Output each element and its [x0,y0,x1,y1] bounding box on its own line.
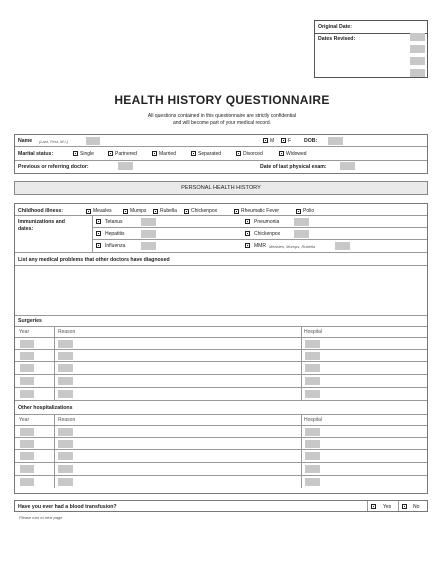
immun-chickenpox-checkbox[interactable] [245,231,250,236]
surgery-year-5[interactable] [20,390,34,398]
immun-pneumonia-date[interactable] [294,218,309,226]
problems-label: List any medical problems that other doctors have diagnosed [18,257,170,263]
childhood-chickenpox-checkbox[interactable] [184,209,189,214]
prev-doctor-label: Previous or referring doctor: [18,164,89,170]
sex-m-label: M [270,138,275,144]
transfusion-yes-checkbox[interactable] [371,504,376,509]
hosp-reason-1[interactable] [58,428,73,436]
sex-f-label: F [288,138,292,144]
childhood-mumps-label: Mumps [130,208,147,214]
hosp-col-hospital: Hospital [304,417,323,423]
childhood-polio-checkbox[interactable] [296,209,301,214]
immun-mmr-label: MMR [254,243,266,249]
surgeries-col-reason: Reason [58,329,76,335]
surgery-year-1[interactable] [20,340,34,348]
revised-date-field-3[interactable] [410,57,425,65]
immun-pneumonia-checkbox[interactable] [245,219,250,224]
prev-doctor-field[interactable] [118,162,133,170]
hosp-col-reason: Reason [58,417,76,423]
immun-influenza-date[interactable] [141,242,156,250]
hospitalizations-title: Other hospitalizations [18,405,73,411]
surgeries-title: Surgeries [18,318,42,324]
sex-m-checkbox[interactable] [263,138,268,143]
marital-divorced-label: Divorced [243,151,263,157]
transfusion-row [14,500,428,512]
hosp-col-year: Year [19,417,30,423]
name-label: Name [18,138,33,144]
dob-field[interactable] [328,137,343,145]
hosp-year-4[interactable] [20,465,34,473]
immun-influenza-checkbox[interactable] [96,243,101,248]
last-exam-field[interactable] [340,162,355,170]
last-exam-label: Date of last physical exam: [260,164,327,170]
marital-married-label: Married [159,151,176,157]
dob-label: DOB: [304,138,318,144]
childhood-polio-label: Polio [303,208,315,214]
immun-hepatitis-date[interactable] [141,230,156,238]
immun-chickenpox-label: Chickenpox [254,231,281,237]
hosp-hospital-5[interactable] [305,478,320,486]
health-history-block [14,203,428,494]
marital-married-checkbox[interactable] [152,151,157,156]
childhood-rheumatic-label: Rheumatic Fever [241,208,280,214]
section-title: PERSONAL HEALTH HISTORY [181,185,261,191]
surgery-year-4[interactable] [20,377,34,385]
childhood-label: Childhood illness: [18,208,63,214]
surgery-reason-1[interactable] [58,340,73,348]
marital-partnered-label: Partnered [115,151,137,157]
hosp-reason-5[interactable] [58,478,73,486]
surgery-hospital-2[interactable] [305,352,320,360]
surgeries-col-hospital: Hospital [304,329,323,335]
transfusion-question: Have you ever had a blood transfusion? [18,504,117,510]
transfusion-no-checkbox[interactable] [402,504,407,509]
marital-partnered-checkbox[interactable] [108,151,113,156]
name-field[interactable] [86,137,100,145]
sex-f-checkbox[interactable] [281,138,286,143]
problems-textarea[interactable] [15,266,427,314]
mmr-hint: Measles, Mumps, Rubella [269,244,316,249]
immun-mmr-date[interactable] [335,242,350,250]
immun-chickenpox-date[interactable] [294,230,309,238]
page-title: HEALTH HISTORY QUESTIONNAIRE [114,93,330,107]
marital-separated-label: Separated [198,151,222,157]
immun-influenza-label: Influenza [105,243,126,249]
surgery-reason-4[interactable] [58,377,73,385]
hosp-year-2[interactable] [20,440,34,448]
hosp-year-1[interactable] [20,428,34,436]
immun-hepatitis-checkbox[interactable] [96,231,101,236]
dates-revised-label: Dates Revised: [318,36,356,42]
immun-pneumonia-label: Pneumonia [254,219,280,225]
childhood-measles-checkbox[interactable] [86,209,91,214]
marital-single-label: Single [80,151,94,157]
surgery-reason-2[interactable] [58,352,73,360]
transfusion-no-label: No [413,504,420,510]
surgery-year-3[interactable] [20,364,34,372]
hosp-year-3[interactable] [20,452,34,460]
surgery-hospital-1[interactable] [305,340,320,348]
marital-divorced-checkbox[interactable] [236,151,241,156]
childhood-rubella-label: Rubella [160,208,177,214]
childhood-rubella-checkbox[interactable] [153,209,158,214]
surgery-reason-5[interactable] [58,390,73,398]
marital-single-checkbox[interactable] [73,151,78,156]
surgery-hospital-3[interactable] [305,364,320,372]
surgeries-col-year: Year [19,329,30,335]
surgery-year-2[interactable] [20,352,34,360]
hosp-hospital-2[interactable] [305,440,320,448]
immunizations-label-1: Immunizations and [18,219,65,225]
intro-line-2: and will become part of your medical record. [172,120,272,126]
immun-tetanus-date[interactable] [141,218,156,226]
immun-mmr-checkbox[interactable] [245,243,250,248]
revision-box [314,20,428,78]
name-hint: (Last, First, M.I.) [39,139,69,144]
immunizations-label-2: dates: [18,226,34,232]
transfusion-yes-label: Yes [383,504,392,510]
marital-widowed-label: Widowed [286,151,307,157]
revised-date-field-2[interactable] [410,45,425,53]
revised-date-field-1[interactable] [410,33,425,41]
hosp-hospital-4[interactable] [305,465,320,473]
marital-widowed-checkbox[interactable] [279,151,284,156]
hosp-reason-2[interactable] [58,440,73,448]
revised-date-field-4[interactable] [410,69,425,77]
section-header [14,181,428,195]
surgery-reason-3[interactable] [58,364,73,372]
childhood-chickenpox-label: Chickenpox [191,208,218,214]
hosp-reason-4[interactable] [58,465,73,473]
intro-line-1: All questions contained in this questionnaire are strictly confidential [147,113,297,119]
childhood-rheumatic-checkbox[interactable] [234,209,239,214]
personal-info-block [14,134,428,174]
immun-hepatitis-label: Hepatitis [105,231,125,237]
hosp-reason-3[interactable] [58,452,73,460]
childhood-mumps-checkbox[interactable] [123,209,128,214]
hosp-hospital-1[interactable] [305,428,320,436]
marital-separated-checkbox[interactable] [191,151,196,156]
surgery-hospital-4[interactable] [305,377,320,385]
immun-tetanus-label: Tetanus [105,219,123,225]
original-date-label: Original Date: [318,24,353,30]
surgery-hospital-5[interactable] [305,390,320,398]
childhood-measles-label: Measles [93,208,112,214]
footer-note: Please turn to next page [19,515,63,520]
marital-label: Marital status: [18,151,54,157]
immun-tetanus-checkbox[interactable] [96,219,101,224]
hosp-year-5[interactable] [20,478,34,486]
hosp-hospital-3[interactable] [305,452,320,460]
